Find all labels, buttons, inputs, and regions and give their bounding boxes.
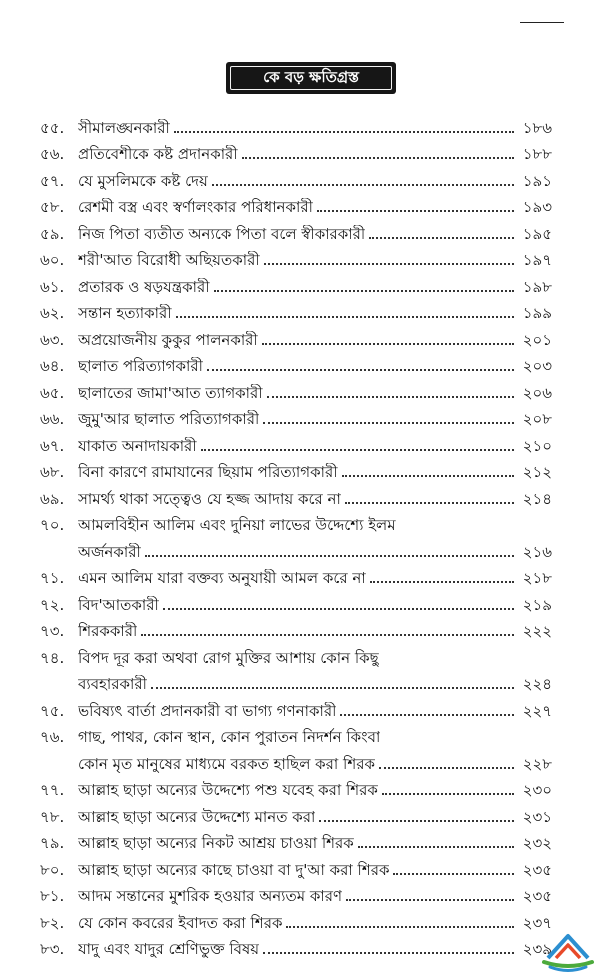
entry-number: ৭৯.	[40, 834, 65, 852]
entry-title: ভবিষ্যৎ বার্তা প্রদানকারী বা ভাগ্য গণনাকারী	[78, 701, 337, 720]
entry-title: আদম সন্তানের মুশরিক হওয়ার অন্যতম কারণ	[78, 887, 343, 905]
toc-entry-line	[40, 402, 552, 429]
entry-number: ৬৪.	[40, 357, 65, 375]
toc-entry-line	[40, 720, 552, 747]
dot-leader	[370, 581, 514, 583]
page-number: ২১৪	[522, 489, 552, 508]
page-number: ২৩১	[522, 807, 552, 826]
entry-title: শিরককারী	[78, 622, 138, 640]
dot-leader	[163, 608, 514, 610]
toc-entry-line	[40, 508, 552, 535]
toc-entry	[40, 614, 552, 641]
page-number: ১৯৮	[522, 277, 552, 296]
entry-title: আল্লাহ ছাড়া অন্যের উদ্দেশ্যে পশু যবেহ করা শিরক	[78, 781, 378, 799]
dot-leader	[207, 369, 514, 371]
page-number: ১৯৯	[522, 304, 552, 322]
toc-entry-line	[40, 905, 552, 932]
toc-entry-continuation-line	[40, 667, 552, 694]
entry-number: ৬১.	[40, 277, 65, 296]
entry-title: সামর্থ্য থাকা সত্ত্বেও যে হজ্জ আদায় করে না	[78, 489, 341, 508]
dot-leader	[346, 899, 514, 901]
entry-number: ৬৭.	[40, 436, 65, 455]
entry-title: ব্যবহারকারী	[78, 675, 147, 693]
entry-title: সীমালঙ্ঘনকারী	[78, 118, 170, 137]
entry-title: সন্তান হত্যাকারী	[78, 304, 172, 322]
dot-leader	[264, 263, 514, 265]
toc-entry	[40, 110, 552, 137]
page-number: ১৯১	[522, 171, 552, 190]
page-number: ২২৪	[522, 675, 552, 693]
entry-number: ৭০.	[40, 516, 65, 534]
toc-entry-line	[40, 190, 552, 217]
toc-entry	[40, 269, 552, 296]
dot-leader	[382, 793, 514, 795]
toc-entry	[40, 402, 552, 429]
toc-entry	[40, 826, 552, 853]
entry-title: যে কোন কবরের ইবাদত করা শিরক	[78, 913, 283, 932]
entry-title: প্রতারক ও ষড়যন্ত্রকারী	[78, 277, 210, 296]
toc-entry	[40, 455, 552, 482]
toc-entry	[40, 428, 552, 455]
entry-title: শরী'আত বিরোধী অছিয়তকারী	[78, 251, 260, 269]
dot-leader	[263, 422, 514, 424]
entry-number: ৮০.	[40, 860, 65, 879]
entry-number: ৬৯.	[40, 489, 65, 508]
entry-number: ৮৩.	[40, 940, 65, 958]
entry-number: ৮২.	[40, 913, 65, 932]
toc-entry-line	[40, 932, 552, 959]
toc-entry	[40, 905, 552, 932]
toc-entry-line	[40, 163, 552, 190]
toc-entry	[40, 879, 552, 906]
toc-entry-line	[40, 322, 552, 349]
entry-number: ৬৬.	[40, 410, 65, 428]
toc-entry-line	[40, 879, 552, 906]
toc-entry	[40, 693, 552, 720]
dot-leader	[345, 502, 514, 504]
section-title-box	[226, 62, 396, 94]
toc-entry	[40, 932, 552, 959]
dot-leader	[317, 210, 514, 212]
entry-title: রেশমী বস্ত্র এবং স্বর্ণালংকার পরিধানকারী	[78, 198, 313, 216]
toc-entry-line	[40, 614, 552, 641]
toc-entry-line	[40, 799, 552, 826]
toc-entry-line	[40, 375, 552, 402]
dot-leader	[174, 131, 514, 133]
toc-entry	[40, 852, 552, 879]
entry-title: বিদ'আতকারী	[78, 595, 159, 614]
entry-title: প্রতিবেশীকে কষ্ট প্রদানকারী	[78, 145, 238, 163]
page-number: ২১৯	[522, 595, 552, 614]
dot-leader	[242, 157, 514, 159]
toc-entry-continuation-line	[40, 534, 552, 561]
toc-entry-line	[40, 269, 552, 296]
dot-leader	[267, 396, 514, 398]
entry-number: ৬০.	[40, 251, 65, 269]
entry-title: আল্লাহ ছাড়া অন্যের নিকট আশ্রয় চাওয়া শিরক	[78, 834, 354, 852]
page-number: ২৩৭	[522, 913, 552, 932]
toc-entry-line	[40, 561, 552, 588]
dot-leader	[176, 316, 514, 318]
toc-entry-line	[40, 587, 552, 614]
page-number: ২৩৯	[522, 940, 552, 958]
entry-number: ৭২.	[40, 595, 65, 614]
entry-number: ৫৬.	[40, 145, 65, 163]
page-number: ১৮৬	[522, 118, 552, 137]
toc-entry-line	[40, 455, 552, 482]
top-rule	[520, 22, 564, 23]
entry-title: ছালাত পরিত্যাগকারী	[78, 357, 203, 375]
entry-number: ৮১.	[40, 887, 65, 905]
entry-title: ছালাতের জামা'আত ত্যাগকারী	[78, 383, 263, 402]
dot-leader	[145, 555, 514, 557]
page-number: ২২৭	[522, 701, 552, 720]
entry-title: আমলবিহীন আলিম এবং দুনিয়া লাভের উদ্দেশ্যে ইলম	[78, 516, 396, 534]
toc-entry	[40, 216, 552, 243]
entry-title: বিপদ দূর করা অথবা রোগ মুক্তির আশায় কোন কিছু	[78, 648, 379, 667]
entry-title: আল্লাহ ছাড়া অন্যের উদ্দেশ্যে মানত করা	[78, 807, 316, 826]
toc-entry-line	[40, 110, 552, 137]
dot-leader	[141, 634, 514, 636]
toc-entry	[40, 190, 552, 217]
dot-leader	[379, 767, 514, 769]
entry-title: বিনা কারণে রামাযানের ছিয়াম পরিত্যাগকারী	[78, 463, 338, 481]
toc-entry-line	[40, 693, 552, 720]
page-number: ২০১	[522, 330, 552, 349]
toc-entry-line	[40, 243, 552, 270]
toc-entry-line	[40, 428, 552, 455]
page-number: ১৯৫	[522, 224, 552, 243]
dot-leader	[342, 475, 515, 477]
toc-entry-continuation-line	[40, 746, 552, 773]
dot-leader	[340, 714, 514, 716]
toc-entry-line	[40, 640, 552, 667]
table-of-contents	[40, 110, 552, 958]
page-number: ২১০	[522, 436, 552, 455]
entry-number: ৫৮.	[40, 198, 65, 216]
entry-number: ৭৫.	[40, 701, 65, 720]
page-number: ২৩২	[522, 834, 552, 852]
page-number: ২৩৫	[522, 860, 552, 879]
page-number: ২১৬	[522, 542, 552, 561]
entry-number: ৭৮.	[40, 807, 65, 826]
toc-entry	[40, 508, 552, 561]
toc-entry	[40, 481, 552, 508]
dot-leader	[262, 343, 514, 345]
page-number: ১৯৩	[522, 198, 552, 216]
entry-number: ৬৮.	[40, 463, 65, 481]
page-number: ২৩৫	[522, 887, 552, 905]
dot-leader	[286, 926, 514, 928]
page-number: ২০৩	[522, 357, 552, 375]
toc-entry	[40, 296, 552, 323]
toc-entry	[40, 773, 552, 800]
entry-title: এমন আলিম যারা বক্তব্য অনুযায়ী আমল করে না	[78, 569, 366, 587]
entry-title: অপ্রয়োজনীয় কুকুর পালনকারী	[78, 330, 258, 349]
page-number: ১৯৭	[522, 251, 552, 269]
dot-leader	[358, 846, 514, 848]
toc-entry	[40, 243, 552, 270]
toc-entry	[40, 640, 552, 693]
page-number: ২২২	[522, 622, 552, 640]
page-number: ২০৬	[522, 383, 552, 402]
entry-number: ৫৫.	[40, 118, 65, 137]
entry-title: যে মুসলিমকে কষ্ট দেয়	[78, 171, 208, 190]
dot-leader	[214, 290, 514, 292]
entry-title: যাদু এবং যাদুর শ্রেণিভুক্ত বিষয়	[78, 940, 260, 958]
page-number: ২৩০	[522, 781, 552, 799]
section-title: কে বড় ক্ষতিগ্রস্ত	[263, 67, 359, 86]
toc-entry	[40, 561, 552, 588]
toc-entry	[40, 720, 552, 773]
toc-entry	[40, 799, 552, 826]
toc-entry-line	[40, 481, 552, 508]
entry-number: ৫৭.	[40, 171, 65, 190]
entry-number: ৭৬.	[40, 728, 65, 746]
dot-leader	[263, 952, 514, 954]
entry-number: ৭৭.	[40, 781, 65, 799]
entry-number: ৭১.	[40, 569, 65, 587]
entry-number: ৭৪.	[40, 648, 65, 667]
entry-number: ৬৫.	[40, 383, 65, 402]
entry-title: গাছ, পাথর, কোন স্থান, কোন পুরাতন নিদর্শন কিংবা	[78, 728, 381, 746]
toc-entry-line	[40, 216, 552, 243]
entry-title: আল্লাহ ছাড়া অন্যের কাছে চাওয়া বা দু'আ করা শিরক	[78, 860, 390, 879]
entry-title: কোন মৃত মানুষের মাধ্যমে বরকত হাছিল করা শিরক	[78, 754, 375, 773]
dot-leader	[151, 687, 514, 689]
entry-title: জুমু'আর ছালাত পরিত্যাগকারী	[78, 410, 260, 428]
dot-leader	[319, 820, 514, 822]
toc-entry	[40, 375, 552, 402]
entry-title: অর্জনকারী	[78, 542, 141, 561]
toc-entry	[40, 587, 552, 614]
page-number: ২১৮	[522, 569, 552, 587]
entry-number: ৬২.	[40, 304, 65, 322]
entry-title: যাকাত অনাদায়কারী	[78, 436, 197, 455]
toc-entry-line	[40, 852, 552, 879]
dot-leader	[201, 449, 514, 451]
toc-entry	[40, 349, 552, 376]
dot-leader	[393, 873, 514, 875]
entry-number: ৫৯.	[40, 224, 65, 243]
page-number: ২২৮	[522, 754, 552, 773]
publisher-logo-icon	[540, 918, 596, 974]
toc-entry-line	[40, 349, 552, 376]
toc-entry-line	[40, 773, 552, 800]
entry-number: ৬৩.	[40, 330, 65, 349]
toc-entry	[40, 137, 552, 164]
page-number: ১৮৮	[522, 145, 552, 163]
page-number: ২০৮	[522, 410, 552, 428]
entry-title: নিজ পিতা ব্যতীত অন্যকে পিতা বলে স্বীকারকারী	[78, 224, 366, 243]
dot-leader	[369, 237, 514, 239]
toc-entry-line	[40, 296, 552, 323]
toc-entry-line	[40, 137, 552, 164]
page-number: ২১২	[522, 463, 552, 481]
dot-leader	[212, 184, 514, 186]
entry-number: ৭৩.	[40, 622, 65, 640]
toc-entry	[40, 322, 552, 349]
toc-entry-line	[40, 826, 552, 853]
toc-entry	[40, 163, 552, 190]
